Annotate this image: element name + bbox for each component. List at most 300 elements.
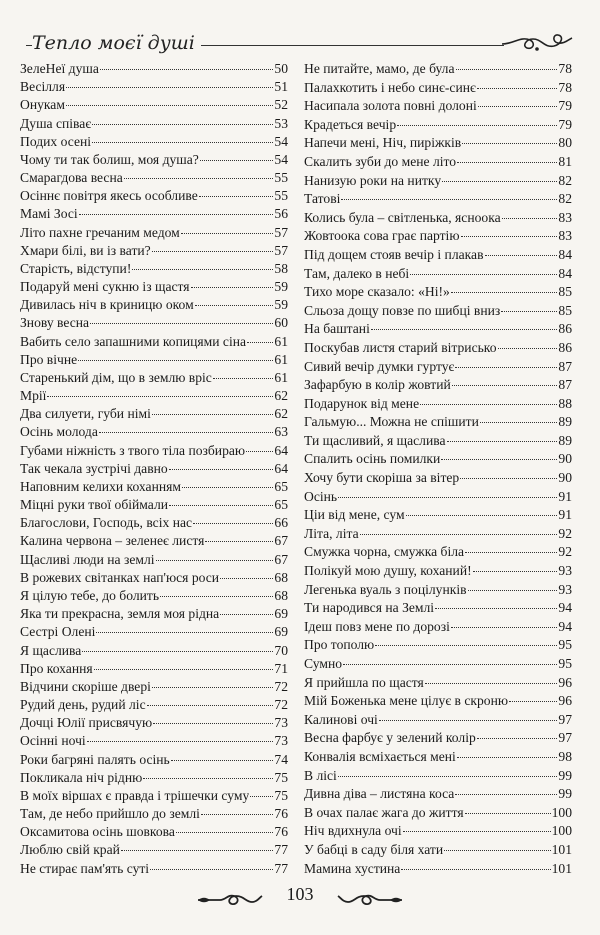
toc-entry-title: Осінь [304, 488, 338, 504]
dot-leader [457, 162, 557, 163]
toc-entry [304, 263, 572, 282]
toc-entry-page: 67 [274, 551, 288, 567]
toc-entry-page: 95 [558, 637, 572, 653]
toc-entry-page: 59 [274, 297, 288, 313]
toc-entry-title: Сестрі Олені [20, 624, 96, 640]
toc-entry [304, 727, 572, 746]
toc-entry-page: 53 [274, 115, 288, 131]
toc-entry-title: Я цілую тебе, до болить [20, 587, 160, 603]
toc-entry-page: 77 [274, 842, 288, 858]
toc-entry-title: Мамина хустина [304, 860, 401, 876]
toc-entry-title: Про вічне [20, 351, 78, 367]
toc-entry-title: Мамі Зосі [20, 206, 78, 222]
toc-entry-title: Душа співає [20, 115, 92, 131]
toc-entry-title: Крадеться вечір [304, 116, 397, 132]
toc-entry [304, 486, 572, 505]
toc-entry-page: 69 [274, 624, 288, 640]
toc-entry [304, 820, 572, 839]
toc-entry-page: 100 [551, 804, 572, 820]
toc-entry-title: Старість, відступи! [20, 260, 132, 276]
toc-entry-title: Губами ніжність з твого тіла позбираю [20, 442, 246, 458]
toc-entry-title: Весілля [20, 79, 66, 95]
toc-entry [20, 585, 288, 603]
toc-entry-page: 90 [558, 470, 572, 486]
toc-entry-title: Наповним келихи коханням [20, 478, 181, 494]
toc-entry-page: 82 [558, 191, 572, 207]
dot-leader [444, 850, 550, 851]
toc-entry-page: 83 [558, 228, 572, 244]
toc-entry-title: Яка ти прекрасна, земля моя рідна [20, 606, 220, 622]
dot-leader [465, 552, 557, 553]
toc-entry [304, 244, 572, 263]
toc-entry-title: Люблю свій край [20, 842, 120, 858]
right-flourish-icon [336, 890, 404, 910]
toc-entry [20, 839, 288, 857]
toc-entry-title: Напечи мені, Ніч, пиріжків [304, 135, 462, 151]
toc-entry [304, 616, 572, 635]
toc-entry [304, 77, 572, 96]
toc-entry [20, 658, 288, 676]
toc-entry-title: Оксамитова осінь шовкова [20, 824, 175, 840]
dot-leader [201, 814, 273, 815]
toc-entry-page: 66 [274, 515, 288, 531]
toc-entry [20, 113, 288, 131]
toc-entry [304, 281, 572, 300]
dot-leader [480, 422, 558, 423]
toc-entry [304, 802, 572, 821]
toc-entry-title: Благослови, Господь, всіх нас [20, 515, 193, 531]
toc-entry [20, 694, 288, 712]
toc-entry-title: Нанизую роки на нитку [304, 172, 442, 188]
toc-entry-page: 79 [558, 98, 572, 114]
toc-entry [304, 58, 572, 77]
dot-leader [485, 255, 558, 256]
toc-entry-title: Під дощем стояв вечір і плакав [304, 246, 484, 262]
toc-entry [304, 597, 572, 616]
toc-entry [304, 672, 572, 691]
toc-entry-page: 100 [551, 823, 572, 839]
toc-entry [20, 440, 288, 458]
toc-entry-title: Старенький дім, що в землю вріс [20, 369, 212, 385]
toc-entry [20, 621, 288, 639]
dot-leader [92, 142, 273, 143]
toc-entry-title: Хмари білі, ви із вати? [20, 242, 151, 258]
toc-entry [20, 567, 288, 585]
toc-entry-page: 55 [274, 188, 288, 204]
toc-entry-page: 94 [558, 600, 572, 616]
dot-leader [465, 813, 551, 814]
toc-entry-title: Щасливі люди на землі [20, 551, 155, 567]
toc-entry-title: Сивий вечір думки гуртує [304, 358, 455, 374]
toc-entry-title: Конвалія всміхається мені [304, 748, 456, 764]
toc-entry-page: 91 [558, 507, 572, 523]
dot-leader [195, 305, 274, 306]
toc-entry-page: 96 [558, 693, 572, 709]
toc-entry [304, 356, 572, 375]
dot-leader [456, 69, 558, 70]
toc-entry-title: Татові [304, 191, 341, 207]
toc-entry [304, 504, 572, 523]
toc-entry-title: Хочу бути скоріша за вітер [304, 470, 460, 486]
dot-leader [147, 705, 274, 706]
dot-leader [100, 69, 274, 70]
toc-entry-title: Відчини скоріше двері [20, 678, 151, 694]
toc-entry-page: 97 [558, 730, 572, 746]
toc-entry [20, 640, 288, 658]
dot-leader [442, 181, 557, 182]
toc-entry-page: 57 [274, 242, 288, 258]
toc-entry-title: Скалить зуби до мене літо [304, 153, 457, 169]
toc-entry [304, 300, 572, 319]
toc-entry [20, 494, 288, 512]
running-title: Тепло моєї душі [32, 32, 201, 54]
toc-entry-title: Не питайте, мамо, де була [304, 61, 455, 76]
dot-leader [460, 478, 557, 479]
dot-leader [403, 831, 551, 832]
toc-entry [20, 785, 288, 803]
dot-leader [452, 385, 558, 386]
dot-leader [87, 741, 274, 742]
toc-entry-page: 74 [274, 751, 288, 767]
toc-entry-page: 85 [558, 284, 572, 300]
toc-entry-title: Ніч вдихнула очі [304, 823, 402, 839]
toc-entry-title: В рожевих світанках нап'юся роси [20, 569, 220, 585]
toc-entry-title: Палахкотить і небо синє-синє [304, 79, 476, 95]
toc-entry [20, 803, 288, 821]
toc-entry-page: 61 [274, 369, 288, 385]
toc-entry [304, 114, 572, 133]
dot-leader [375, 645, 557, 646]
toc-entry [20, 76, 288, 94]
toc-entry-title: Колись була – світленька, ясноока [304, 209, 501, 225]
toc-entry-page: 62 [274, 388, 288, 404]
toc-entry-page: 64 [274, 442, 288, 458]
dot-leader [99, 432, 274, 433]
toc-entry [20, 385, 288, 403]
toc-entry [304, 337, 572, 356]
dot-leader [502, 218, 558, 219]
toc-entry-page: 63 [274, 424, 288, 440]
toc-entry-page: 93 [558, 563, 572, 579]
toc-entry [20, 294, 288, 312]
toc-entry-title: Міцні руки твої обіймали [20, 497, 169, 513]
toc-entry-page: 87 [558, 377, 572, 393]
toc-entry-page: 99 [558, 767, 572, 783]
dot-leader [425, 683, 558, 684]
toc-entry-title: На баштані [304, 321, 370, 337]
toc-entry-page: 83 [558, 209, 572, 225]
page-footer [0, 880, 600, 920]
toc-entry-title: Ти народився на Землі [304, 600, 435, 616]
toc-entry [304, 188, 572, 207]
toc-entry [304, 839, 572, 858]
dot-leader [397, 125, 557, 126]
toc-entry-page: 62 [274, 406, 288, 422]
toc-entry-title: Вабить село запашними копицями сіна [20, 333, 247, 349]
dot-leader [94, 669, 274, 670]
toc-entry-page: 65 [274, 497, 288, 513]
toc-entry-title: Так чекала зустрічі давно [20, 460, 168, 476]
toc-entry-page: 73 [274, 715, 288, 731]
toc-entry-page: 75 [274, 787, 288, 803]
dot-leader [176, 832, 273, 833]
dot-leader [79, 214, 274, 215]
toc-entry [20, 730, 288, 748]
toc-entry-title: Літо пахне гречаним медом [20, 224, 180, 240]
toc-entry-title: Осінь молода [20, 424, 98, 440]
toc-entry [20, 185, 288, 203]
toc-entry [20, 767, 288, 785]
toc-entry-title: Там, де небо прийшло до землі [20, 806, 200, 822]
toc-entry-page: 89 [558, 432, 572, 448]
toc-entry [20, 331, 288, 349]
dot-leader [121, 850, 274, 851]
toc-entry [20, 312, 288, 330]
toc-entry-page: 56 [274, 206, 288, 222]
dot-leader [205, 541, 273, 542]
toc-entry-page: 55 [274, 170, 288, 186]
toc-entry-title: Насипала золота повні долоні [304, 98, 477, 114]
dot-leader [435, 608, 557, 609]
toc-entry-page: 61 [274, 333, 288, 349]
toc-entry [20, 222, 288, 240]
dot-leader [200, 160, 274, 161]
dot-leader [96, 632, 273, 633]
dot-leader [152, 687, 274, 688]
dot-leader [82, 651, 273, 652]
toc-entry-title: Легенька вуаль з поцілунків [304, 581, 467, 597]
toc-entry-page: 54 [274, 151, 288, 167]
toc-entry-page: 92 [558, 525, 572, 541]
toc-entry-page: 54 [274, 133, 288, 149]
toc-entry-title: Покликала ніч рідню [20, 769, 143, 785]
toc-entry-page: 82 [558, 172, 572, 188]
toc-entry-title: Осінні ночі [20, 733, 86, 749]
toc-entry [20, 276, 288, 294]
toc-entry-page: 67 [274, 533, 288, 549]
toc-entry-title: Я щаслива [20, 642, 82, 658]
toc-entry [304, 318, 572, 337]
toc-entry-title: Там, далеко в небі [304, 265, 410, 281]
dot-leader [171, 760, 274, 761]
toc-entry [304, 225, 572, 244]
dot-leader [406, 515, 558, 516]
dot-leader [341, 199, 557, 200]
dot-leader [451, 627, 558, 628]
dot-leader [78, 360, 273, 361]
toc-entry-page: 87 [558, 358, 572, 374]
toc-entry-page: 84 [558, 265, 572, 281]
toc-entry-page: 57 [274, 224, 288, 240]
toc-entry-title: Жовтоока сова грає партію [304, 228, 460, 244]
toc-entry-page: 101 [551, 841, 572, 857]
dot-leader [247, 342, 273, 343]
toc-column-left [20, 58, 288, 876]
dot-leader [401, 869, 550, 870]
toc-entry-page: 71 [274, 660, 288, 676]
dot-leader [181, 233, 274, 234]
dot-leader [371, 329, 558, 330]
toc-entry [304, 690, 572, 709]
dot-leader [199, 196, 274, 197]
toc-entry-page: 78 [558, 79, 572, 95]
toc-entry-title: ЗелеНеї душа [20, 61, 99, 76]
dot-leader [250, 796, 273, 797]
toc-entry-title: В очах палає жага до життя [304, 804, 464, 820]
toc-entry-page: 65 [274, 478, 288, 494]
toc-entry-title: Ідеш повз мене по дорозі [304, 618, 450, 634]
toc-entry [20, 821, 288, 839]
toc-entry-title: Не стирає пам'ять суті [20, 860, 150, 876]
toc-entry [304, 709, 572, 728]
toc-entry [20, 458, 288, 476]
toc-entry [304, 95, 572, 114]
toc-entry-title: Про кохання [20, 660, 93, 676]
toc-entry [20, 131, 288, 149]
toc-entry [20, 530, 288, 548]
toc-entry-page: 72 [274, 678, 288, 694]
dot-leader [124, 178, 274, 179]
toc-entry-page: 88 [558, 395, 572, 411]
toc-entry [20, 512, 288, 530]
dot-leader [182, 487, 273, 488]
toc-entry-title: Я прийшла по щастя [304, 674, 424, 690]
dot-leader [498, 348, 558, 349]
toc-entry-title: Поскубав листя старий вітрисько [304, 339, 497, 355]
toc-entry [20, 858, 288, 876]
toc-entry [304, 411, 572, 430]
toc-entry-page: 85 [558, 302, 572, 318]
toc-entry-title: Дивна діва – листяна коса [304, 786, 455, 802]
toc-entry-title: Подарунок від мене [304, 395, 420, 411]
dot-leader [477, 88, 558, 89]
toc-entry-title: Рудий день, рудий ліс [20, 697, 146, 713]
dot-leader [193, 523, 273, 524]
dot-leader [447, 441, 558, 442]
dot-leader [379, 720, 558, 721]
toc-entry [304, 374, 572, 393]
toc-entry-page: 64 [274, 460, 288, 476]
toc-entry-page: 76 [274, 806, 288, 822]
page-number: 103 [286, 884, 314, 904]
flourish-ornament-icon [500, 30, 574, 56]
toc-entry-title: Літа, літа [304, 525, 359, 541]
dot-leader [213, 378, 274, 379]
toc-entry-page: 68 [274, 569, 288, 585]
dot-leader [478, 106, 558, 107]
toc-entry-title: Сумно [304, 656, 343, 671]
toc-entry [304, 541, 572, 560]
page-header [26, 30, 574, 56]
toc-entry [20, 58, 288, 76]
toc-entry [304, 634, 572, 653]
toc-entry-title: Тихо море сказало: «Ні!» [304, 284, 450, 300]
dot-leader [246, 451, 273, 452]
toc-entry [304, 430, 572, 449]
dot-leader [468, 590, 558, 591]
toc-entry-page: 93 [558, 581, 572, 597]
toc-entry-page: 86 [558, 339, 572, 355]
dot-leader [169, 469, 274, 470]
toc-entry-title: Дочці Юлії присвячую [20, 715, 153, 731]
toc-entry-title: Калинові очі [304, 711, 378, 727]
toc-entry [304, 653, 572, 672]
toc-entry [304, 579, 572, 598]
toc-entry-page: 60 [274, 315, 288, 331]
toc-entry [20, 367, 288, 385]
toc-entry [304, 858, 572, 877]
dot-leader [461, 236, 558, 237]
dot-leader [220, 578, 273, 579]
toc-entry [304, 170, 572, 189]
dot-leader [66, 87, 273, 88]
dot-leader [410, 274, 557, 275]
toc-entry-title: Ти щасливий, я щаслива [304, 432, 446, 448]
toc-entry [20, 603, 288, 621]
toc-entry [20, 258, 288, 276]
toc-column-right [304, 58, 572, 876]
toc-entry-title: Гальмую... Можна не спішити [304, 414, 479, 430]
toc-entry [20, 676, 288, 694]
toc-entry-title: Два силуети, губи німі [20, 406, 151, 422]
toc-entry-page: 80 [558, 135, 572, 151]
toc-entry [304, 132, 572, 151]
dot-leader [338, 776, 558, 777]
toc-entry-page: 92 [558, 544, 572, 560]
toc-entry [304, 746, 572, 765]
toc-entry [20, 349, 288, 367]
toc-entry-title: Смужка чорна, смужка біла [304, 544, 465, 560]
toc-entry [304, 560, 572, 579]
toc-entry [20, 240, 288, 258]
toc-entry-title: Калина червона – зеленеє листя [20, 533, 205, 549]
toc-entry-page: 98 [558, 748, 572, 764]
dot-leader [455, 367, 557, 368]
toc-entry-page: 72 [274, 697, 288, 713]
dot-leader [47, 396, 273, 397]
toc-entry [20, 167, 288, 185]
toc-entry [20, 712, 288, 730]
toc-entry-page: 94 [558, 618, 572, 634]
toc-entry [20, 549, 288, 567]
toc-entry-page: 81 [558, 153, 572, 169]
toc-entry [20, 421, 288, 439]
toc-entry-page: 101 [551, 860, 572, 876]
dot-leader [451, 292, 558, 293]
toc-entry [20, 749, 288, 767]
toc-entry-title: Роки багряні палять осінь [20, 751, 170, 767]
toc-entry-title: Дивилась ніч в криницю оком [20, 297, 194, 313]
toc-entry [304, 207, 572, 226]
toc-entry-title: Мій Боженька мене цілує в скроню [304, 693, 509, 709]
toc-entry-page: 68 [274, 587, 288, 603]
toc-entry-title: Подаруй мені сукню із щастя [20, 279, 190, 295]
toc-entry [20, 476, 288, 494]
dot-leader [169, 505, 273, 506]
dot-leader [420, 404, 557, 405]
dot-leader [191, 287, 274, 288]
toc-entry-title: Про тополю [304, 637, 375, 653]
toc-entry-page: 78 [558, 61, 572, 76]
toc-entry [304, 523, 572, 542]
dot-leader [152, 414, 273, 415]
toc-entry-page: 97 [558, 711, 572, 727]
toc-entry-title: Онукам [20, 97, 65, 113]
toc-entry-page: 96 [558, 674, 572, 690]
dot-leader [143, 778, 273, 779]
toc-entry-page: 51 [274, 79, 288, 95]
toc-entry-page: 70 [274, 642, 288, 658]
